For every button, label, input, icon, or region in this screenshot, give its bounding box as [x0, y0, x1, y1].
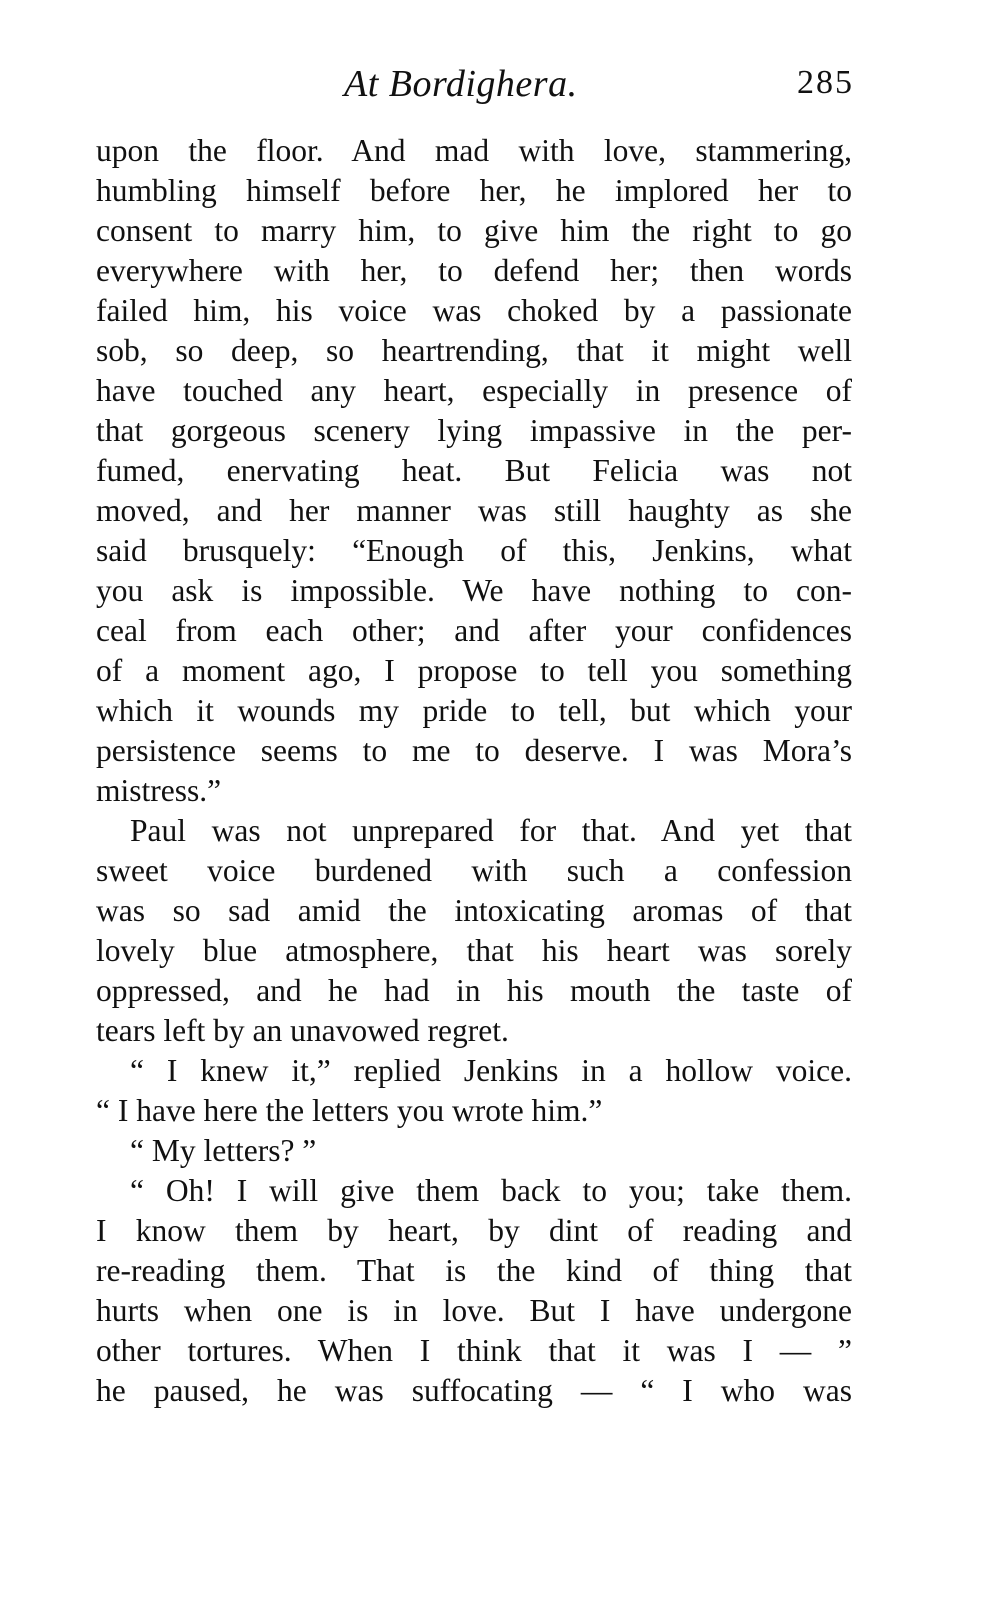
text-line: “ My letters? ”: [130, 1133, 317, 1168]
text-line: of a moment ago, I propose to tell you something: [96, 653, 852, 688]
text-line: sob, so deep, so heartrending, that it might well: [96, 333, 852, 368]
text-line: failed him, his voice was choked by a passionate: [96, 293, 852, 328]
text-line: mistress.”: [96, 773, 222, 808]
text-line: “ I knew it,” replied Jenkins in a hollow voice.: [130, 1053, 852, 1088]
page-header: [96, 62, 854, 110]
page-number: 285: [797, 64, 854, 101]
text-line: ceal from each other; and after your confidences: [96, 613, 852, 648]
text-line: lovely blue atmosphere, that his heart was sorely: [96, 933, 852, 968]
body-text: [96, 131, 852, 1411]
text-line: “ Oh! I will give them back to you; take them.: [130, 1173, 852, 1208]
text-line: hurts when one is in love. But I have undergone: [96, 1293, 852, 1328]
text-line: said brusquely: “Enough of this, Jenkins, what: [96, 533, 852, 568]
text-line: was so sad amid the intoxicating aromas of that: [96, 893, 852, 928]
text-line: sweet voice burdened with such a confession: [96, 853, 852, 888]
text-line: “ I have here the letters you wrote him.”: [96, 1093, 603, 1128]
text-line: I know them by heart, by dint of reading and: [96, 1213, 852, 1248]
text-line: re-reading them. That is the kind of thing that: [96, 1253, 852, 1288]
text-line: everywhere with her, to defend her; then words: [96, 253, 852, 288]
text-line: have touched any heart, especially in presence of: [96, 373, 852, 408]
text-line: tears left by an unavowed regret.: [96, 1013, 509, 1048]
text-line: moved, and her manner was still haughty as she: [96, 493, 852, 528]
text-line: you ask is impossible. We have nothing to con-: [96, 573, 852, 608]
text-line: other tortures. When I think that it was I — ”: [96, 1333, 852, 1368]
text-line: fumed, enervating heat. But Felicia was not: [96, 453, 852, 488]
text-line: that gorgeous scenery lying impassive in the per-: [96, 413, 852, 448]
text-line: he paused, he was suffocating — “ I who was: [96, 1373, 852, 1408]
running-title: At Bordighera.: [344, 63, 578, 105]
text-line: consent to marry him, to give him the right to go: [96, 213, 852, 248]
text-line: humbling himself before her, he implored her to: [96, 173, 852, 208]
text-line: Paul was not unprepared for that. And yet that: [130, 813, 852, 848]
text-line: which it wounds my pride to tell, but which your: [96, 693, 852, 728]
text-line: persistence seems to me to deserve. I was Mora’s: [96, 733, 852, 768]
text-line: upon the floor. And mad with love, stammering,: [96, 133, 852, 168]
text-line: oppressed, and he had in his mouth the taste of: [96, 973, 852, 1008]
